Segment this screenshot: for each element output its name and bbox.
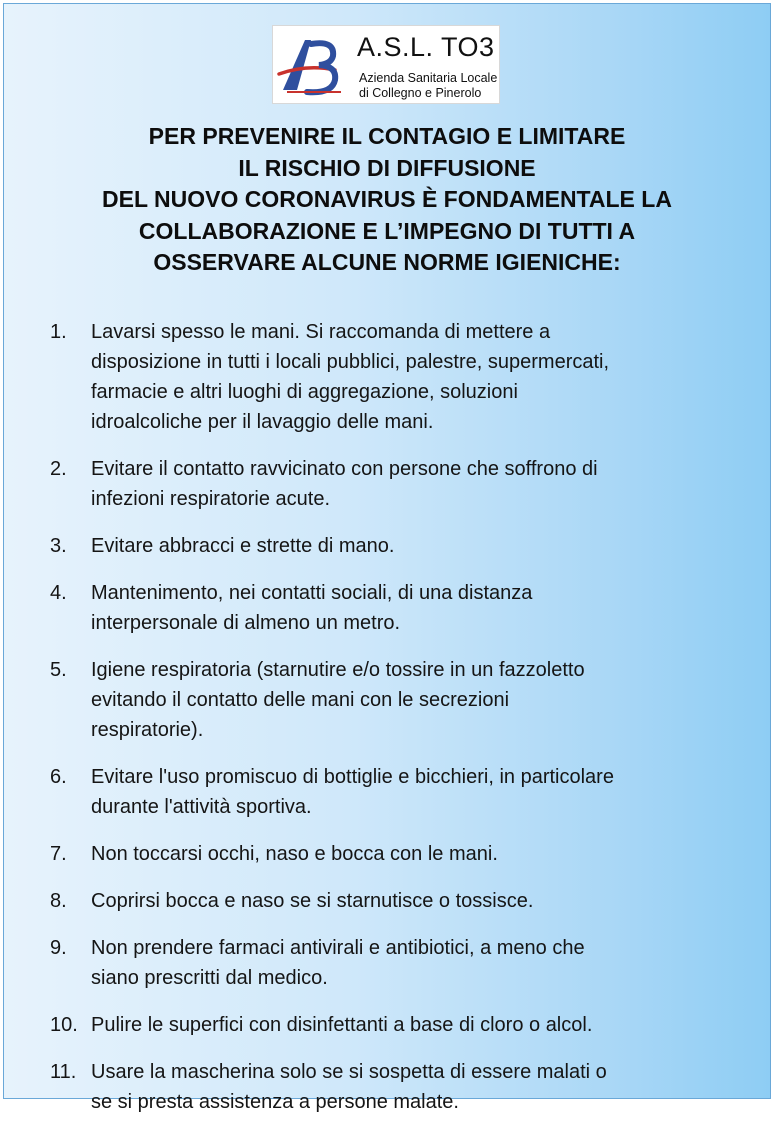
rule-text xyxy=(91,886,750,916)
rule-text-line: Evitare l'uso promiscuo di bottiglie e bicchieri, in particolare xyxy=(91,766,614,788)
rule-number: 2. xyxy=(50,458,67,480)
rule-text xyxy=(91,454,750,514)
rule-number: 3. xyxy=(50,535,67,557)
rule-item xyxy=(50,762,750,822)
rule-text-line: infezioni respiratorie acute. xyxy=(91,488,331,510)
rule-number: 5. xyxy=(50,659,67,681)
rule-text-line: se si presta assistenza a persone malate. xyxy=(91,1091,459,1113)
rule-text-line: Non toccarsi occhi, naso e bocca con le mani. xyxy=(91,843,498,865)
poster xyxy=(3,3,771,1113)
rule-text xyxy=(91,839,750,869)
rule-item xyxy=(50,317,750,437)
rule-text-line: siano prescritti dal medico. xyxy=(91,967,328,989)
heading-line: PER PREVENIRE IL CONTAGIO E LIMITARE xyxy=(148,123,626,149)
logo-subtitle-location: di Collegno e Pinerolo xyxy=(359,86,482,100)
asl-logo-mark-icon xyxy=(277,30,347,100)
heading-line: COLLABORAZIONE E L’IMPEGNO DI TUTTI A xyxy=(138,217,636,244)
rule-item xyxy=(50,578,750,638)
rule-text xyxy=(91,1057,750,1117)
logo-title: A.S.L. TO3 xyxy=(357,32,495,62)
rule-text-line: interpersonale di almeno un metro. xyxy=(91,612,401,634)
rule-text-line: Evitare abbracci e strette di mano. xyxy=(91,535,395,557)
heading-line: DEL NUOVO CORONAVIRUS È FONDAMENTALE LA xyxy=(102,186,672,212)
asl-logo xyxy=(272,25,500,104)
rule-item xyxy=(50,1057,750,1117)
hygiene-rules-list xyxy=(50,317,750,1134)
rule-number: 7. xyxy=(50,843,67,865)
rule-item xyxy=(50,933,750,993)
rule-text-line: Evitare il contatto ravvicinato con persone che soffrono di xyxy=(91,458,598,480)
rule-item xyxy=(50,531,750,561)
rule-text-line: Usare la mascherina solo se si sospetta di essere malati o xyxy=(91,1061,607,1083)
rule-text-line: Coprirsi bocca e naso se si starnutisce o tossisce. xyxy=(91,890,534,912)
rule-text-line: Pulire le superfici con disinfettanti a base di cloro o alcol. xyxy=(91,1014,593,1036)
rule-text-line: Igiene respiratoria (starnutire e/o tossire in un fazzoletto xyxy=(91,659,585,681)
rule-text xyxy=(91,933,750,993)
rule-text xyxy=(91,531,750,561)
rule-text xyxy=(91,317,750,437)
rule-item xyxy=(50,454,750,514)
rule-number: 9. xyxy=(50,937,67,959)
rule-text-line: evitando il contatto delle mani con le secrezioni xyxy=(91,689,510,711)
rule-item xyxy=(50,886,750,916)
rule-item xyxy=(50,1010,750,1040)
page-heading xyxy=(4,121,770,279)
logo-subtitle: Azienda Sanitaria Locale xyxy=(359,71,498,85)
rule-text-line: farmacie e altri luoghi di aggregazione, soluzioni xyxy=(91,381,518,403)
heading-line: IL RISCHIO DI DIFFUSIONE xyxy=(238,154,536,181)
rule-text-line: Non prendere farmaci antivirali e antibiotici, a meno che xyxy=(91,937,585,959)
rule-number: 1. xyxy=(50,321,67,343)
rule-number: 11. xyxy=(50,1061,77,1083)
rule-text xyxy=(91,762,750,822)
rule-text-line: Lavarsi spesso le mani. Si raccomanda di mettere a xyxy=(91,321,551,343)
rule-text-line: durante l'attività sportiva. xyxy=(91,796,312,818)
heading-line: OSSERVARE ALCUNE NORME IGIENICHE: xyxy=(153,249,621,275)
rule-number: 8. xyxy=(50,890,67,912)
rule-item xyxy=(50,839,750,869)
rule-text-line: Mantenimento, nei contatti sociali, di una distanza xyxy=(91,582,533,604)
rule-text xyxy=(91,578,750,638)
rule-text xyxy=(91,1010,750,1040)
rule-number: 4. xyxy=(50,582,67,604)
rule-text-line: disposizione in tutti i locali pubblici, palestre, supermercati, xyxy=(91,351,610,373)
rule-text-line: respiratorie). xyxy=(91,719,204,741)
rule-number: 6. xyxy=(50,766,67,788)
rule-item xyxy=(50,655,750,745)
rule-number: 10. xyxy=(50,1014,78,1036)
rule-text-line: idroalcoliche per il lavaggio delle mani. xyxy=(91,411,434,433)
rule-text xyxy=(91,655,750,745)
